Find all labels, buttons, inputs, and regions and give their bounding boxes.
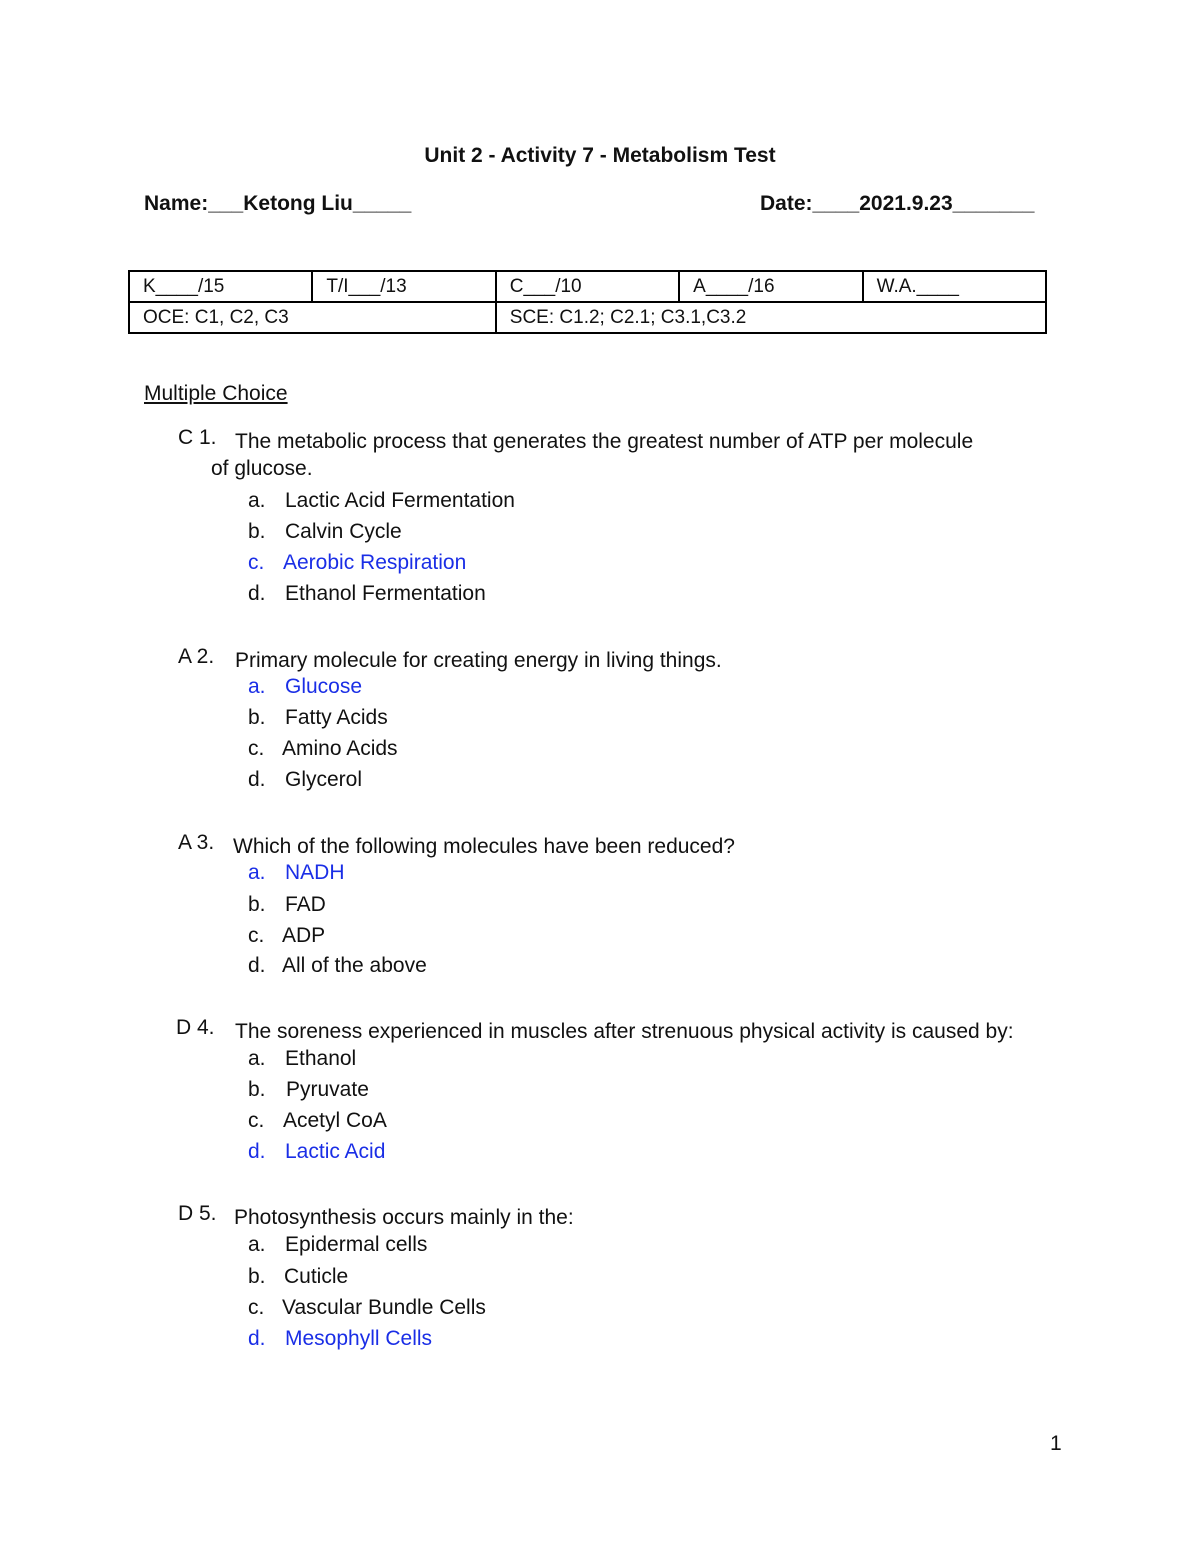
option-letter: b.	[248, 1265, 266, 1288]
option-letter: d.	[248, 1140, 266, 1163]
oce-cell: OCE: C1, C2, C3	[129, 302, 496, 333]
question-text: Photosynthesis occurs mainly in the:	[234, 1206, 574, 1229]
marks-cell-c: C___/10	[496, 271, 679, 302]
marks-cell-wa: W.A.____	[863, 271, 1046, 302]
option-text: FAD	[285, 893, 326, 916]
option-letter: c.	[248, 1296, 265, 1319]
date-value: ____2021.9.23_______	[812, 192, 1035, 215]
question-text: The soreness experienced in muscles after strenuous physical activity is caused by:	[235, 1020, 1014, 1043]
question-text: Primary molecule for creating energy in living things.	[235, 649, 722, 672]
option-text: Acetyl CoA	[283, 1109, 387, 1132]
option-letter: a.	[248, 1233, 266, 1256]
section-heading: Multiple Choice	[144, 382, 288, 405]
option-letter: a.	[248, 861, 266, 884]
option-letter: b.	[248, 1078, 266, 1101]
option-letter: c.	[248, 551, 265, 574]
option-letter: b.	[248, 520, 266, 543]
page-title: Unit 2 - Activity 7 - Metabolism Test	[424, 144, 776, 167]
option-letter: d.	[248, 1327, 266, 1350]
option-letter: b.	[248, 893, 266, 916]
option-text: Glucose	[285, 675, 363, 698]
option-text: Lactic Acid Fermentation	[285, 489, 515, 512]
question-tag: A 3.	[178, 831, 215, 854]
date-label: Date:	[760, 192, 813, 215]
option-letter: c.	[248, 1109, 265, 1132]
option-text: All of the above	[282, 954, 427, 977]
expectations-row	[129, 302, 1046, 333]
option-text: Calvin Cycle	[285, 520, 402, 543]
question-text: The metabolic process that generates the greatest number of ATP per molecule	[235, 430, 974, 453]
question-tag: A 2.	[178, 645, 215, 668]
option-text: Lactic Acid	[285, 1140, 386, 1163]
question-text-continued: of glucose.	[211, 457, 313, 480]
option-text: ADP	[282, 924, 326, 947]
name-value: ___Ketong Liu_____	[208, 192, 412, 215]
marks-cell-k: K____/15	[129, 271, 312, 302]
option-text: Epidermal cells	[285, 1233, 428, 1256]
option-text: Amino Acids	[282, 737, 398, 760]
marks-table	[128, 270, 1047, 334]
option-letter: b.	[248, 706, 266, 729]
option-letter: c.	[248, 924, 265, 947]
option-text: Glycerol	[285, 768, 363, 791]
marks-row	[129, 271, 1046, 302]
question-text: Which of the following molecules have been reduced?	[233, 835, 735, 858]
name-line	[144, 192, 411, 216]
question-tag: D 5.	[178, 1202, 217, 1225]
page-number: 1	[1050, 1432, 1062, 1455]
sce-cell: SCE: C1.2; C2.1; C3.1,C3.2	[496, 302, 1046, 333]
marks-cell-ti: T/I___/13	[312, 271, 495, 302]
option-text: Cuticle	[284, 1265, 349, 1288]
option-letter: a.	[248, 1047, 266, 1070]
option-letter: a.	[248, 675, 266, 698]
option-letter: d.	[248, 582, 266, 605]
option-letter: a.	[248, 489, 266, 512]
option-letter: d.	[248, 954, 266, 977]
option-text: Aerobic Respiration	[283, 551, 467, 574]
question-tag: C 1.	[178, 426, 217, 449]
option-letter: d.	[248, 768, 266, 791]
marks-cell-a: A____/16	[679, 271, 862, 302]
option-text: Pyruvate	[286, 1078, 369, 1101]
question-tag: D 4.	[176, 1016, 215, 1039]
option-text: Mesophyll Cells	[285, 1327, 433, 1350]
name-label: Name:	[144, 192, 209, 215]
date-line	[760, 192, 1034, 216]
option-text: Ethanol	[285, 1047, 357, 1070]
option-text: NADH	[285, 861, 345, 884]
option-letter: c.	[248, 737, 265, 760]
option-text: Ethanol Fermentation	[285, 582, 486, 605]
option-text: Vascular Bundle Cells	[282, 1296, 486, 1319]
option-text: Fatty Acids	[285, 706, 388, 729]
